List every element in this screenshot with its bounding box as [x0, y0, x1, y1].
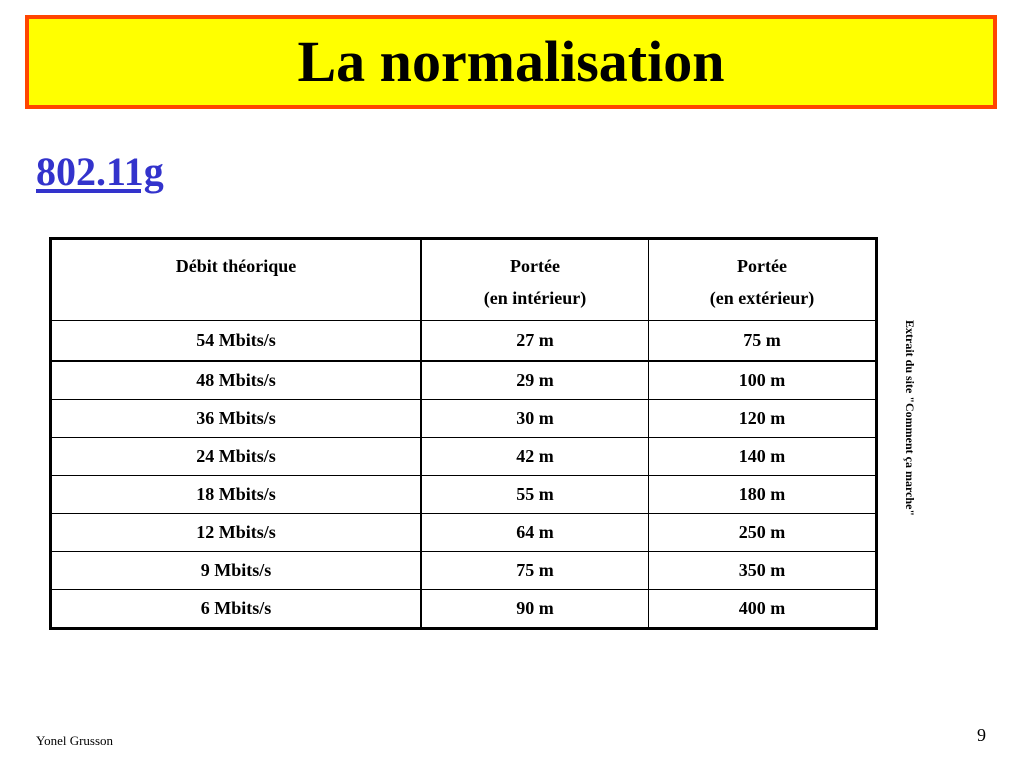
cell-portee-interieur: 27 m	[421, 321, 648, 362]
table-row	[51, 476, 877, 514]
title-banner	[25, 15, 997, 109]
page-number: 9	[977, 725, 986, 745]
cell-portee-exterieur: 400 m	[648, 590, 876, 629]
cell-portee-interieur: 64 m	[421, 514, 648, 552]
cell-portee-exterieur: 75 m	[648, 321, 876, 362]
header-portee-exterieur-line1: Portée	[737, 256, 787, 276]
table-row	[51, 590, 877, 629]
cell-debit: 6 Mbits/s	[51, 590, 422, 629]
header-portee-interieur	[421, 239, 648, 321]
cell-portee-interieur: 55 m	[421, 476, 648, 514]
cell-portee-exterieur: 140 m	[648, 438, 876, 476]
footer-author: Yonel Grusson	[36, 733, 114, 748]
cell-portee-exterieur: 100 m	[648, 361, 876, 400]
cell-portee-interieur: 29 m	[421, 361, 648, 400]
cell-portee-exterieur: 120 m	[648, 400, 876, 438]
slide-title: La normalisation	[297, 29, 725, 94]
table-row	[51, 438, 877, 476]
cell-debit: 12 Mbits/s	[51, 514, 422, 552]
cell-portee-interieur: 90 m	[421, 590, 648, 629]
cell-debit: 24 Mbits/s	[51, 438, 422, 476]
table-row	[51, 552, 877, 590]
table-row	[51, 361, 877, 400]
cell-debit: 36 Mbits/s	[51, 400, 422, 438]
slide-subtitle: 802.11g	[36, 149, 164, 194]
cell-portee-exterieur: 250 m	[648, 514, 876, 552]
cell-portee-interieur: 42 m	[421, 438, 648, 476]
cell-debit: 48 Mbits/s	[51, 361, 422, 400]
table-row	[51, 321, 877, 362]
cell-debit: 9 Mbits/s	[51, 552, 422, 590]
table-row	[51, 514, 877, 552]
header-portee-exterieur	[648, 239, 876, 321]
source-note-text: Extrait du site "Comment ça marche"	[903, 320, 917, 517]
cell-debit: 18 Mbits/s	[51, 476, 422, 514]
cell-portee-interieur: 30 m	[421, 400, 648, 438]
cell-portee-exterieur: 180 m	[648, 476, 876, 514]
header-portee-interieur-line1: Portée	[510, 256, 560, 276]
cell-debit: 54 Mbits/s	[51, 321, 422, 362]
cell-portee-exterieur: 350 m	[648, 552, 876, 590]
header-debit	[51, 239, 422, 321]
header-portee-exterieur-line2: (en extérieur)	[709, 288, 815, 308]
cell-portee-interieur: 75 m	[421, 552, 648, 590]
table-row	[51, 400, 877, 438]
table-header-row	[51, 239, 877, 321]
range-table	[49, 237, 878, 630]
source-note	[903, 320, 921, 560]
header-portee-interieur-line2: (en intérieur)	[483, 288, 587, 308]
header-debit-line1: Débit théorique	[175, 256, 297, 276]
